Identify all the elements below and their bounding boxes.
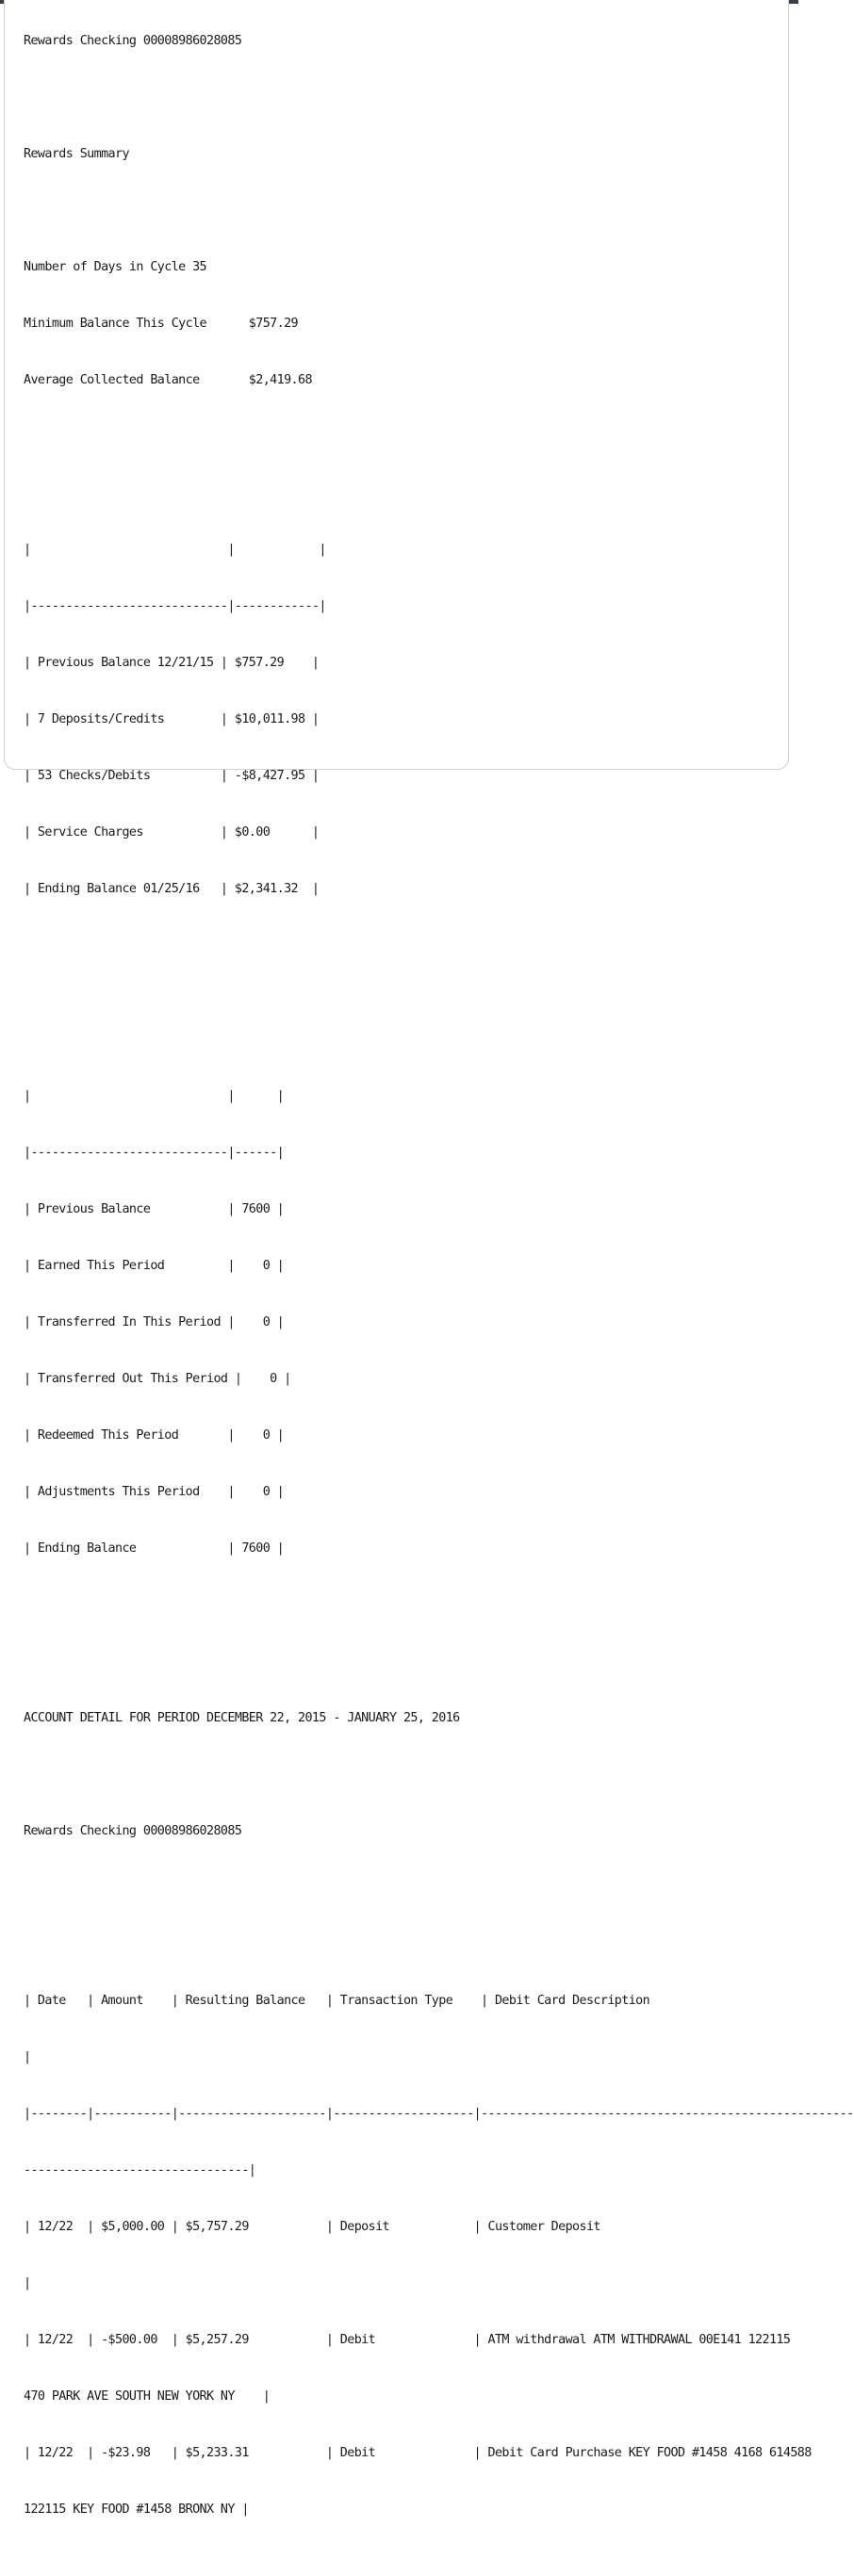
average-balance: Average Collected Balance $2,419.68 [24,373,312,387]
table-row: | [24,2050,31,2064]
table-row: 122115 KEY FOOD #1458 BRONX NY | [24,2503,249,2517]
table-row: | Redeemed This Period | 0 | [24,1428,285,1443]
table-divider-row: --------------------------------| [24,2163,256,2177]
table-row: | 12/22 | -$23.98 | $5,233.31 | Debit | Debit Card Purchase KEY FOOD #1458 4168 614588 [24,2446,812,2460]
table-row: | Service Charges | $0.00 | [24,825,320,840]
table-row: |----------------------------|------------| [24,599,326,613]
table-row: | 12/22 | -$500.00 | $5,257.29 | Debit | ATM withdrawal ATM WITHDRAWAL 00E141 122115 [24,2333,791,2347]
table-row: | | | [24,543,326,557]
table-row: | [24,2276,31,2291]
statement-document [24,0,854,2576]
table-row: | Ending Balance | 7600 | [24,1541,285,1556]
table-row: | | | [24,1089,285,1103]
table-row: | 53 Checks/Debits | -$8,427.95 | [24,769,320,783]
account-detail-title: ACCOUNT DETAIL FOR PERIOD DECEMBER 22, 2015 - JANUARY 25, 2016 [24,1711,460,1725]
table-row: |----------------------------|------| [24,1146,285,1160]
account-header-top: Rewards Checking 00008986028085 [24,34,242,48]
balance-summary-table [24,503,798,937]
table-row: | Transferred Out This Period | 0 | [24,1372,291,1386]
table-row: | Previous Balance | 7600 | [24,1202,285,1216]
table-divider-row: |--------|-----------|---------------------|--------------------|----------------------------------------------------- [24,2107,854,2121]
table-row: | Transferred In This Period | 0 | [24,1315,285,1329]
rewards-points-table [24,1050,798,1596]
rewards-summary-title: Rewards Summary [24,147,129,161]
table-row: | 7 Deposits/Credits | $10,011.98 | [24,712,320,726]
table-header-row: | Date | Amount | Resulting Balance | Transaction Type | Debit Card Description [24,1994,650,2008]
transactions-table [24,1954,854,2557]
table-row: | Previous Balance 12/21/15 | $757.29 | [24,656,320,670]
minimum-balance: Minimum Balance This Cycle $757.29 [24,317,299,331]
table-row: | Earned This Period | 0 | [24,1259,285,1273]
table-row: | Adjustments This Period | 0 | [24,1485,285,1499]
table-row: | Ending Balance 01/25/16 | $2,341.32 | [24,882,320,896]
table-row: | 12/22 | $5,000.00 | $5,757.29 | Deposit | Customer Deposit [24,2220,600,2234]
days-in-cycle: Number of Days in Cycle 35 [24,260,207,274]
account-header-bottom: Rewards Checking 00008986028085 [24,1824,242,1838]
table-row: 470 PARK AVE SOUTH NEW YORK NY | [24,2389,271,2404]
